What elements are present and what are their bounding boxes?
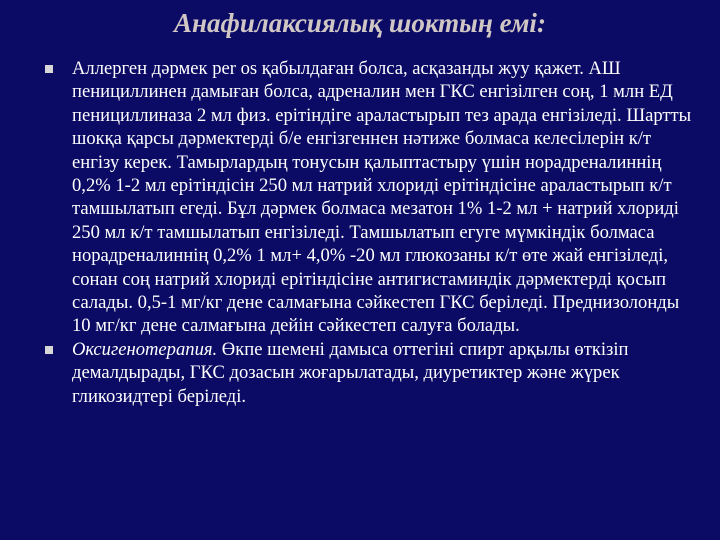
bullet-item-oxygen-therapy xyxy=(40,338,700,408)
square-bullet-icon xyxy=(45,346,53,354)
slide-title: Анафилаксиялық шоктың емі: xyxy=(174,8,546,38)
bullet-item-allergen-treatment xyxy=(40,57,700,338)
bullet-lead: Оксигенотерапия. xyxy=(72,338,218,360)
bullet-text: Өкпе шемені дамыса оттегіні спирт арқылы өткізіп демалдырады, ГКС дозасын жоғарылатады, диуретиктер және жүрек гликозидтері беріледі. xyxy=(72,338,629,407)
square-bullet-icon xyxy=(45,65,53,73)
bullet-list xyxy=(40,57,700,408)
bullet-text: Аллерген дәрмек per os қабылдаған болса, асқазанды жуу қажет. АШ пенициллинен дамыған болса, адреналин мен ГКС енгізілген соң, 1 млн ЕД пенициллиназа 2 мл физ. ерітіндіге араластырып тез арада енгізіледі. Шартты шокқа қарсы дәрмектерді б/е енгізгеннен нәтиже болмаса келесілерін к/т енгізу керек. Тамырлардың тонусын қалыптастыру үшін норадреналиннің 0,2% 1-2 мл ерітіндісін 250 мл натрий хлориді ерітіндісіне араластырып к/т тамшылатып егеді. Бұл дәрмек болмаса мезатон 1% 1-2 мл + натрий хлориді 250 мл к/т тамшылатып енгізіледі. Тамшылатып егуге мүмкіндік болмаса норадреналиннің 0,2% 1 мл+ 4,0% -20 мл глюкозаны к/т өте жай енгізіледі, сонан соң натрий хлориді ерітіндісіне антигистаминдік дәрмектерді қосып салады. 0,5-1 мг/кг дене салмағына сәйкестеп ГКС беріледі. Преднизолонды 10 мг/кг дене салмағына дейін сәйкестеп салуға болады. xyxy=(72,58,692,337)
